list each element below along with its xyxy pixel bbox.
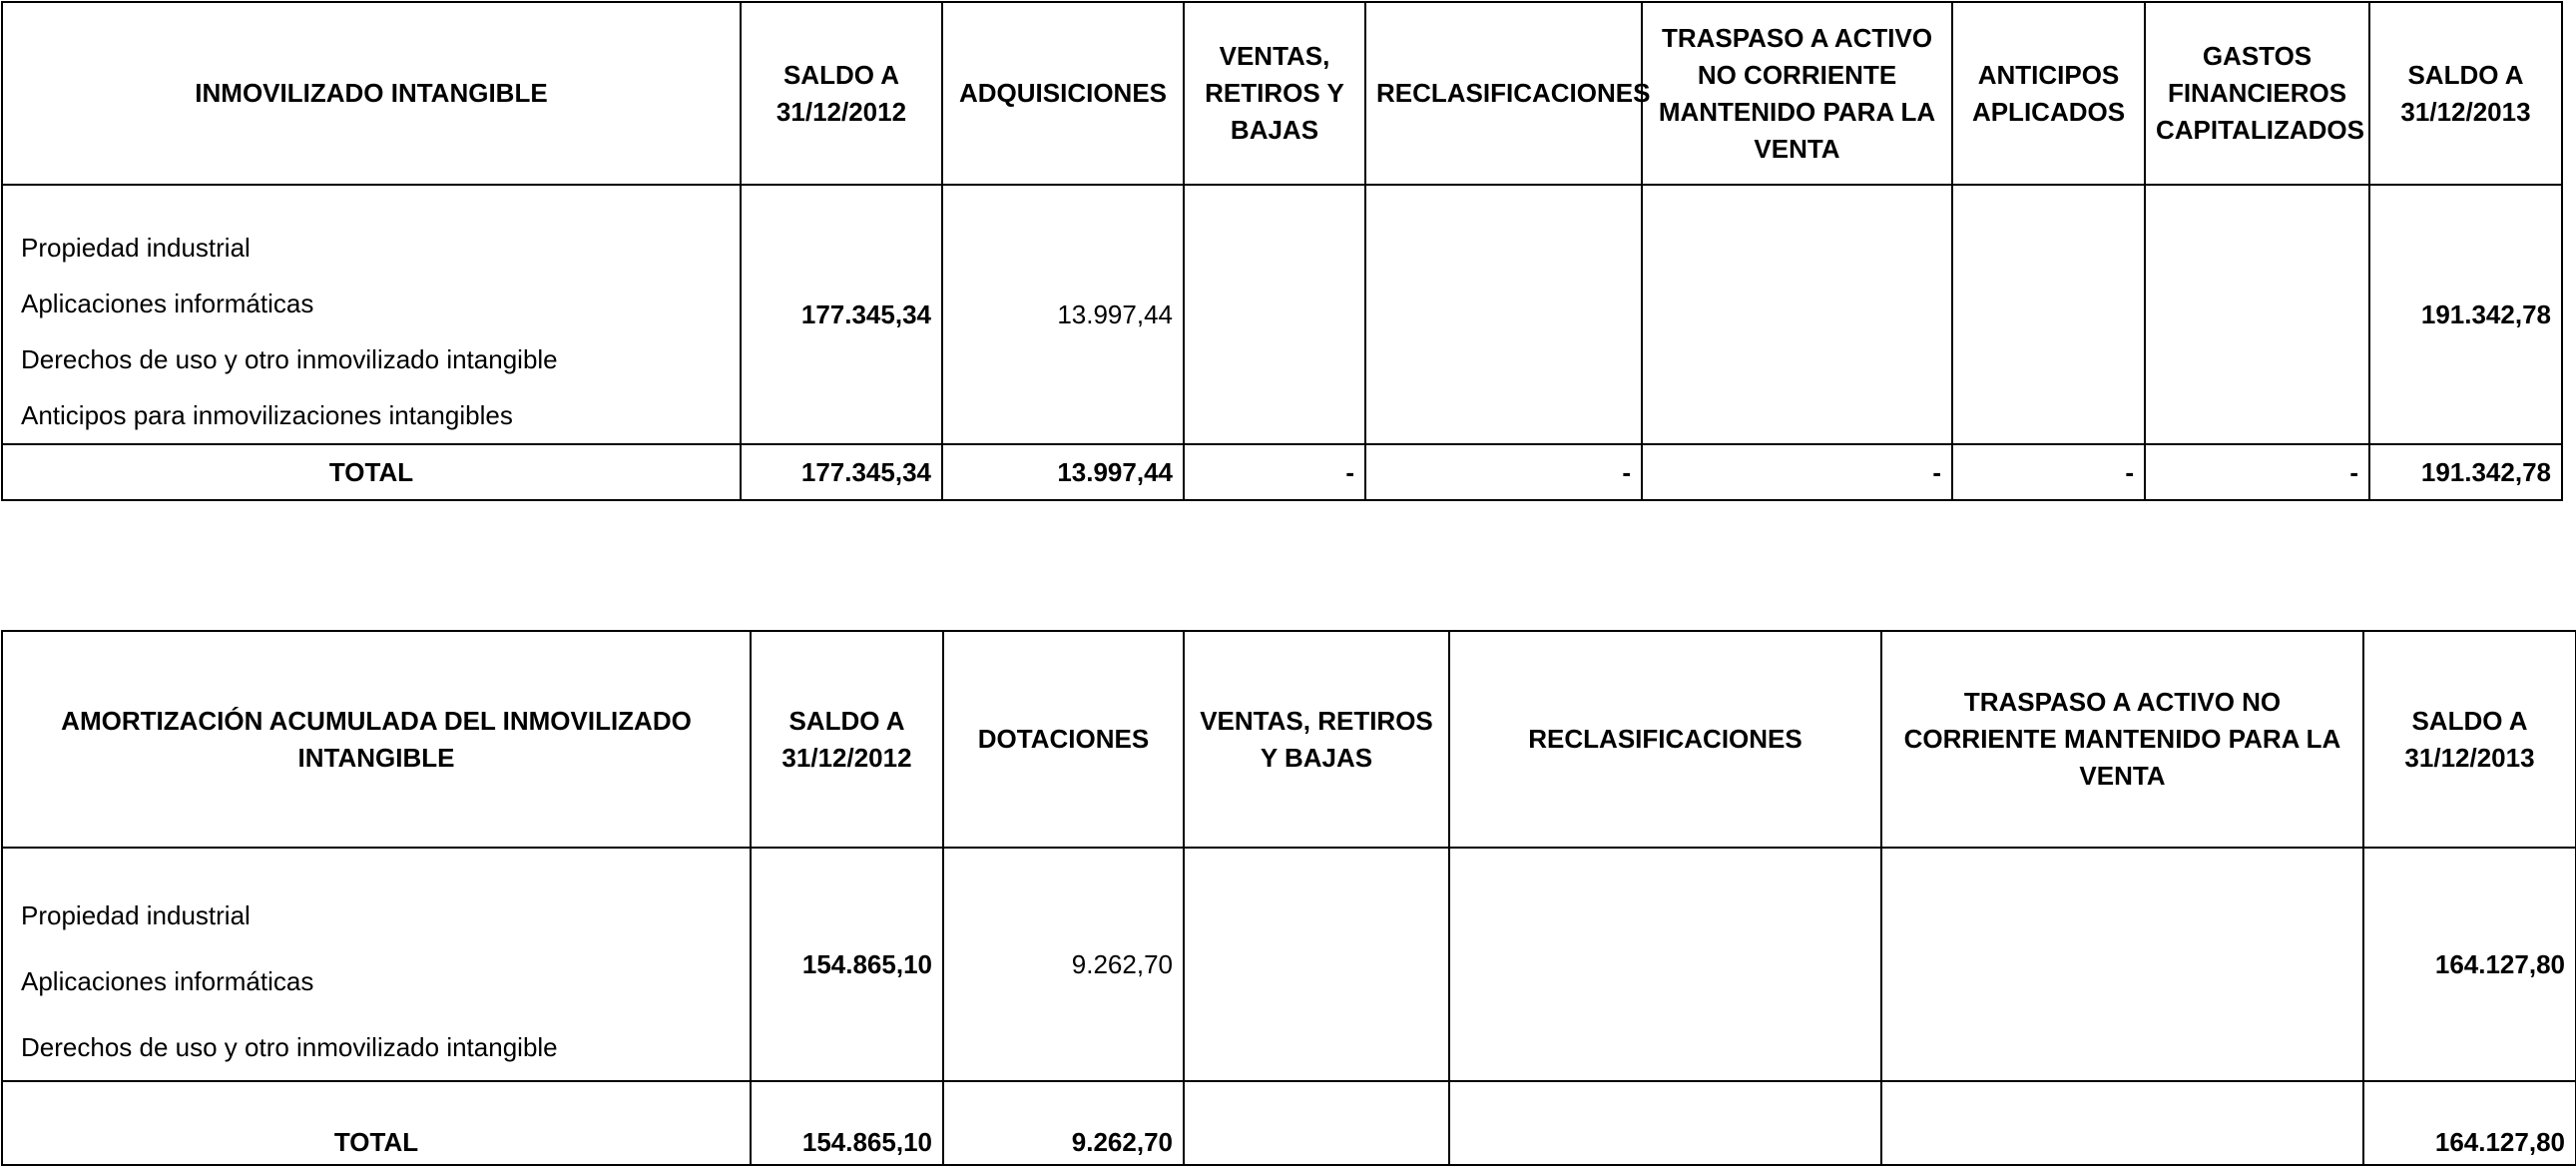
- table-body-row: [2, 848, 2576, 1081]
- header-ventas: VENTAS, RETIROS Y BAJAS: [1184, 631, 1449, 848]
- header-ventas: VENTAS, RETIROS Y BAJAS: [1184, 2, 1365, 185]
- item-list: [2, 185, 741, 444]
- header-reclasificaciones: RECLASIFICACIONES: [1365, 2, 1642, 185]
- accumulated-amortization-table: [1, 630, 2576, 1166]
- total-adquisiciones: 13.997,44: [942, 444, 1184, 500]
- item-label: Derechos de uso y otro inmovilizado intangible: [21, 344, 558, 374]
- table-body-row: [2, 185, 2562, 444]
- value-reclasificaciones: [1365, 185, 1642, 444]
- header-traspaso: TRASPASO A ACTIVO NO CORRIENTE MANTENIDO PARA LA VENTA: [1642, 2, 1952, 185]
- item-label: Aplicaciones informáticas: [21, 966, 314, 996]
- value-traspaso: [1642, 185, 1952, 444]
- item-label: Propiedad industrial: [21, 900, 251, 930]
- value-reclasificaciones: [1449, 848, 1881, 1081]
- total-ventas: -: [1184, 444, 1365, 500]
- total-row: [2, 1081, 2576, 1165]
- header-saldo-inicial: SALDO A 31/12/2012: [751, 631, 943, 848]
- value-dotaciones: 9.262,70: [943, 848, 1184, 1081]
- value-ventas: [1184, 185, 1365, 444]
- value-ventas: [1184, 848, 1449, 1081]
- header-concept: AMORTIZACIÓN ACUMULADA DEL INMOVILIZADO INTANGIBLE: [2, 631, 751, 848]
- header-concept: INMOVILIZADO INTANGIBLE: [2, 2, 741, 185]
- total-gastos: -: [2145, 444, 2369, 500]
- total-saldo-final: 191.342,78: [2369, 444, 2562, 500]
- value-gastos: [2145, 185, 2369, 444]
- total-label: TOTAL: [2, 444, 741, 500]
- value-anticipos: [1952, 185, 2145, 444]
- header-saldo-inicial: SALDO A 31/12/2012: [741, 2, 942, 185]
- value-saldo-inicial: 154.865,10: [751, 848, 943, 1081]
- total-dotaciones: 9.262,70: [943, 1081, 1184, 1165]
- total-reclasificaciones: [1449, 1081, 1881, 1165]
- header-traspaso: TRASPASO A ACTIVO NO CORRIENTE MANTENIDO PARA LA VENTA: [1881, 631, 2363, 848]
- header-anticipos: ANTICIPOS APLICADOS: [1952, 2, 2145, 185]
- total-label: TOTAL: [2, 1081, 751, 1165]
- table-header-row: [2, 2, 2562, 185]
- total-saldo-final: 164.127,80: [2363, 1081, 2576, 1165]
- intangible-assets-table: [1, 1, 2563, 501]
- total-anticipos: -: [1952, 444, 2145, 500]
- header-dotaciones: DOTACIONES: [943, 631, 1184, 848]
- header-gastos: GASTOS FINANCIEROS CAPITALIZADOS: [2145, 2, 2369, 185]
- value-saldo-final: 191.342,78: [2369, 185, 2562, 444]
- total-ventas: [1184, 1081, 1449, 1165]
- header-saldo-final: SALDO A 31/12/2013: [2369, 2, 2562, 185]
- table-header-row: [2, 631, 2576, 848]
- header-reclasificaciones: RECLASIFICACIONES: [1449, 631, 1881, 848]
- item-list: [2, 848, 751, 1081]
- total-reclasificaciones: -: [1365, 444, 1642, 500]
- total-traspaso: -: [1642, 444, 1952, 500]
- item-label: Aplicaciones informáticas: [21, 289, 314, 318]
- total-saldo-inicial: 177.345,34: [741, 444, 942, 500]
- header-saldo-final: SALDO A 31/12/2013: [2363, 631, 2576, 848]
- value-saldo-inicial: 177.345,34: [741, 185, 942, 444]
- total-traspaso: [1881, 1081, 2363, 1165]
- value-adquisiciones: 13.997,44: [942, 185, 1184, 444]
- item-label: Anticipos para inmovilizaciones intangibles: [21, 400, 513, 430]
- header-adquisiciones: ADQUISICIONES: [942, 2, 1184, 185]
- total-saldo-inicial: 154.865,10: [751, 1081, 943, 1165]
- value-saldo-final: 164.127,80: [2363, 848, 2576, 1081]
- total-row: [2, 444, 2562, 500]
- value-traspaso: [1881, 848, 2363, 1081]
- item-label: Propiedad industrial: [21, 233, 251, 263]
- item-label: Derechos de uso y otro inmovilizado intangible: [21, 1032, 558, 1062]
